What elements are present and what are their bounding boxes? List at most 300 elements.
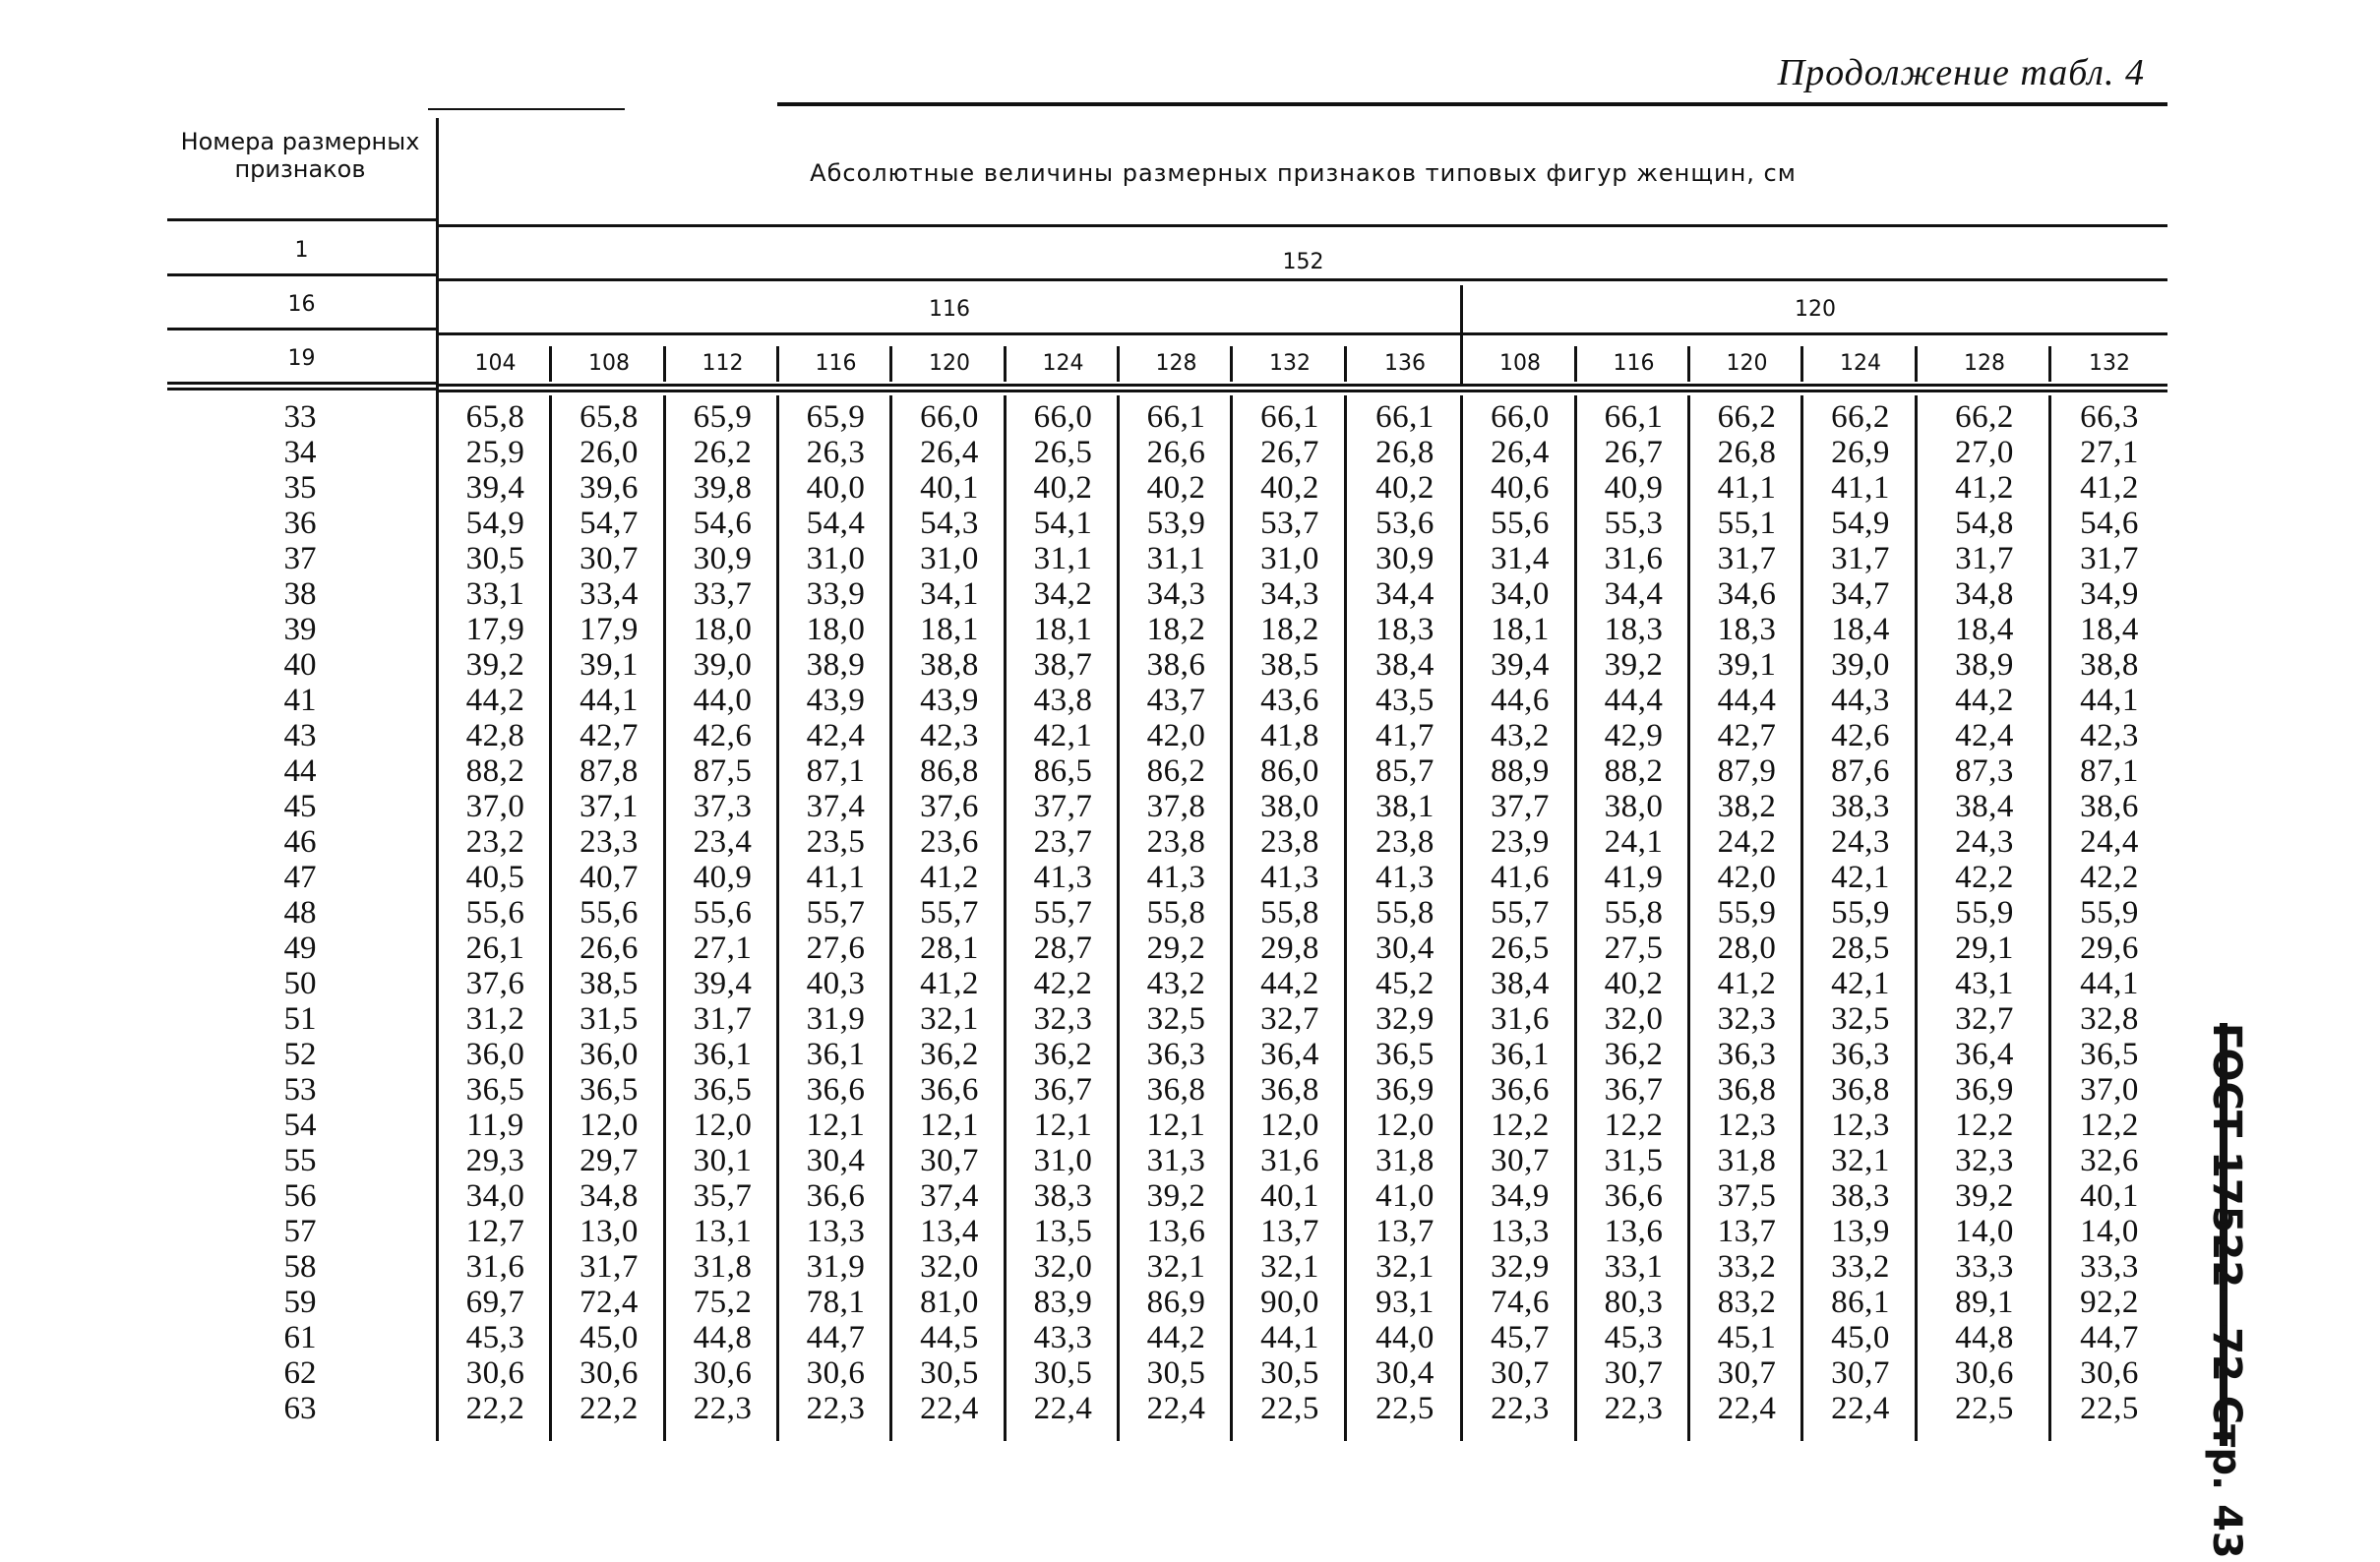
value-column-12 (1803, 395, 1918, 1445)
table-cell: 32,3 (1033, 1001, 1093, 1037)
table-cell: 55,8 (1260, 895, 1319, 931)
row-label: 63 (283, 1391, 317, 1426)
rule-main-4 (439, 384, 2167, 387)
table-cell: 43,9 (920, 683, 979, 718)
value-column-10 (1577, 395, 1690, 1445)
table-cell: 36,5 (693, 1072, 753, 1108)
column-header-8: 136 (1384, 351, 1426, 376)
table-cell: 55,8 (1146, 895, 1206, 931)
table-cell: 22,5 (1375, 1391, 1434, 1426)
table-cell: 55,7 (1491, 895, 1550, 931)
table-cell: 87,6 (1831, 753, 1890, 789)
table-cell: 12,0 (1375, 1108, 1434, 1143)
table-cell: 13,7 (1375, 1214, 1434, 1249)
table-cell: 40,6 (1491, 470, 1550, 506)
table-cell: 12,1 (1033, 1108, 1093, 1143)
table-cell: 12,3 (1831, 1108, 1890, 1143)
column-header-12: 124 (1840, 351, 1881, 376)
table-cell: 74,6 (1491, 1285, 1550, 1320)
column-header-divider (1800, 346, 1803, 382)
table-cell: 31,6 (1491, 1001, 1550, 1037)
table-cell: 36,6 (1604, 1178, 1664, 1214)
continuation-caption: Продолжение табл. 4 (1777, 52, 2145, 93)
table-cell: 42,1 (1831, 860, 1890, 895)
table-cell: 28,1 (920, 931, 979, 966)
table-cell: 36,0 (580, 1037, 639, 1072)
row-label: 36 (283, 506, 317, 541)
column-header-divider (1687, 346, 1690, 382)
table-cell: 90,0 (1260, 1285, 1319, 1320)
rule-main-2 (439, 278, 2167, 281)
left-row-19-label: 19 (287, 346, 316, 371)
table-cell: 40,9 (1604, 470, 1664, 506)
table-cell: 85,7 (1375, 753, 1434, 789)
table-cell: 31,4 (1491, 541, 1550, 576)
table-cell: 32,1 (1146, 1249, 1206, 1285)
table-cell: 28,5 (1831, 931, 1890, 966)
table-cell: 44,8 (693, 1320, 753, 1355)
table-cell: 38,4 (1955, 789, 2014, 824)
table-cell: 34,3 (1260, 576, 1319, 612)
table-cell: 32,0 (920, 1249, 979, 1285)
table-cell: 87,3 (1955, 753, 2014, 789)
table-cell: 18,1 (920, 612, 979, 647)
table-cell: 42,6 (1831, 718, 1890, 753)
table-cell: 22,5 (1955, 1391, 2014, 1426)
row-label: 55 (283, 1143, 317, 1178)
table-cell: 43,2 (1491, 718, 1550, 753)
table-cell: 32,1 (920, 1001, 979, 1037)
table-cell: 39,8 (693, 470, 753, 506)
table-cell: 32,7 (1260, 1001, 1319, 1037)
table-cell: 26,4 (920, 435, 979, 470)
row-label: 47 (283, 860, 317, 895)
table-cell: 28,0 (1717, 931, 1777, 966)
table-cell: 42,2 (1033, 966, 1093, 1001)
table-cell: 13,9 (1831, 1214, 1890, 1249)
table-cell: 40,2 (1260, 470, 1319, 506)
column-header-divider (1004, 346, 1007, 382)
table-cell: 31,7 (1955, 541, 2014, 576)
table-cell: 23,6 (920, 824, 979, 860)
table-cell: 30,6 (465, 1355, 525, 1391)
table-cell: 36,2 (1033, 1037, 1093, 1072)
table-cell: 18,3 (1375, 612, 1434, 647)
table-cell: 38,4 (1491, 966, 1550, 1001)
table-cell: 27,1 (2080, 435, 2139, 470)
table-cell: 22,4 (1146, 1391, 1206, 1426)
table-cell: 31,2 (465, 1001, 525, 1037)
table-cell: 22,3 (806, 1391, 866, 1426)
row-label: 43 (283, 718, 317, 753)
table-cell: 38,6 (1146, 647, 1206, 683)
value-column-0 (439, 395, 552, 1445)
column-header-1: 108 (588, 351, 630, 376)
table-cell: 43,9 (806, 683, 866, 718)
table-cell: 39,2 (1604, 647, 1664, 683)
table-cell: 55,1 (1717, 506, 1777, 541)
table-cell: 36,3 (1146, 1037, 1206, 1072)
table-cell: 43,2 (1146, 966, 1206, 1001)
table-cell: 34,9 (2080, 576, 2139, 612)
table-cell: 26,8 (1375, 435, 1434, 470)
table-cell: 41,1 (806, 860, 866, 895)
table-cell: 80,3 (1604, 1285, 1664, 1320)
table-cell: 13,0 (580, 1214, 639, 1249)
row-1-value: 152 (1282, 250, 1324, 274)
table-cell: 12,1 (806, 1108, 866, 1143)
table-cell: 43,6 (1260, 683, 1319, 718)
table-cell: 54,9 (1831, 506, 1890, 541)
table-cell: 66,1 (1604, 399, 1664, 435)
table-cell: 30,6 (806, 1355, 866, 1391)
table-cell: 44,2 (1260, 966, 1319, 1001)
table-cell: 14,0 (2080, 1214, 2139, 1249)
left-row-1-label: 1 (294, 238, 309, 263)
table-cell: 31,0 (1033, 1143, 1093, 1178)
table-cell: 41,6 (1491, 860, 1550, 895)
table-cell: 44,1 (1260, 1320, 1319, 1355)
table-cell: 83,9 (1033, 1285, 1093, 1320)
table-cell: 42,0 (1717, 860, 1777, 895)
table-cell: 88,2 (1604, 753, 1664, 789)
table-cell: 30,4 (1375, 931, 1434, 966)
table-cell: 30,6 (580, 1355, 639, 1391)
table-cell: 32,3 (1717, 1001, 1777, 1037)
table-cell: 38,9 (1955, 647, 2014, 683)
table-cell: 42,0 (1146, 718, 1206, 753)
column-header-7: 132 (1269, 351, 1311, 376)
column-header-9: 108 (1499, 351, 1541, 376)
table-cell: 42,7 (580, 718, 639, 753)
table-cell: 36,0 (465, 1037, 525, 1072)
table-cell: 18,4 (1831, 612, 1890, 647)
table-cell: 69,7 (465, 1285, 525, 1320)
table-cell: 86,9 (1146, 1285, 1206, 1320)
table-cell: 22,2 (465, 1391, 525, 1426)
table-cell: 66,2 (1717, 399, 1777, 435)
table-cell: 87,5 (693, 753, 753, 789)
table-cell: 26,4 (1491, 435, 1550, 470)
table-cell: 26,5 (1033, 435, 1093, 470)
table-cell: 11,9 (466, 1108, 524, 1143)
table-cell: 55,6 (693, 895, 753, 931)
table-cell: 41,2 (1955, 470, 2014, 506)
table-cell: 42,1 (1033, 718, 1093, 753)
table-cell: 22,5 (2080, 1391, 2139, 1426)
table-cell: 45,0 (1831, 1320, 1890, 1355)
table-cell: 31,6 (465, 1249, 525, 1285)
table-cell: 39,1 (1717, 647, 1777, 683)
table-cell: 31,9 (806, 1001, 866, 1037)
table-cell: 42,4 (806, 718, 866, 753)
table-cell: 44,0 (693, 683, 753, 718)
table-cell: 42,4 (1955, 718, 2014, 753)
row-label: 59 (283, 1285, 317, 1320)
table-cell: 31,1 (1146, 541, 1206, 576)
table-cell: 55,7 (1033, 895, 1093, 931)
rule-main-3 (439, 332, 2167, 335)
table-cell: 34,1 (920, 576, 979, 612)
table-cell: 93,1 (1375, 1285, 1434, 1320)
table-cell: 36,8 (1831, 1072, 1890, 1108)
table-cell: 42,2 (1955, 860, 2014, 895)
table-cell: 36,2 (920, 1037, 979, 1072)
table-cell: 30,7 (920, 1143, 979, 1178)
row-label: 41 (283, 683, 317, 718)
rule-left-1 (167, 218, 436, 221)
table-cell: 41,3 (1375, 860, 1434, 895)
table-cell: 37,6 (920, 789, 979, 824)
table-cell: 26,6 (1146, 435, 1206, 470)
table-cell: 29,8 (1260, 931, 1319, 966)
table-cell: 22,3 (1604, 1391, 1664, 1426)
table-cell: 41,3 (1033, 860, 1093, 895)
table-cell: 42,8 (465, 718, 525, 753)
table-cell: 12,2 (1491, 1108, 1550, 1143)
table-cell: 23,3 (580, 824, 639, 860)
row-label: 34 (283, 435, 317, 470)
table-cell: 38,3 (1033, 1178, 1093, 1214)
table-cell: 30,5 (920, 1355, 979, 1391)
table-cell: 43,8 (1033, 683, 1093, 718)
row-label: 37 (283, 541, 317, 576)
table-cell: 34,3 (1146, 576, 1206, 612)
value-column-8 (1347, 395, 1463, 1445)
table-cell: 44,4 (1604, 683, 1664, 718)
table-cell: 55,9 (1955, 895, 2014, 931)
table-cell: 44,4 (1717, 683, 1777, 718)
table-cell: 40,2 (1604, 966, 1664, 1001)
table-cell: 32,3 (1955, 1143, 2014, 1178)
table-cell: 36,4 (1260, 1037, 1319, 1072)
value-column-14 (2051, 395, 2167, 1445)
table-cell: 12,1 (920, 1108, 979, 1143)
table-cell: 41,0 (1375, 1178, 1434, 1214)
column-header-10: 116 (1613, 351, 1655, 376)
column-header-14: 132 (2089, 351, 2130, 376)
table-cell: 38,9 (806, 647, 866, 683)
table-cell: 44,0 (1375, 1320, 1434, 1355)
table-cell: 31,3 (1146, 1143, 1206, 1178)
table-cell: 38,0 (1604, 789, 1664, 824)
table-cell: 18,3 (1604, 612, 1664, 647)
table-cell: 88,2 (465, 753, 525, 789)
table-cell: 38,2 (1717, 789, 1777, 824)
table-cell: 40,2 (1375, 470, 1434, 506)
rule-main-5 (439, 390, 2167, 392)
table-cell: 12,0 (1260, 1108, 1319, 1143)
table-cell: 33,3 (2080, 1249, 2139, 1285)
table-cell: 66,0 (1033, 399, 1093, 435)
table-cell: 33,2 (1831, 1249, 1890, 1285)
table-cell: 44,3 (1831, 683, 1890, 718)
table-cell: 37,5 (1717, 1178, 1777, 1214)
table-cell: 42,3 (2080, 718, 2139, 753)
table-cell: 38,3 (1831, 789, 1890, 824)
table-cell: 36,6 (920, 1072, 979, 1108)
table-cell: 53,9 (1146, 506, 1206, 541)
table-cell: 31,0 (806, 541, 866, 576)
table-cell: 36,8 (1146, 1072, 1206, 1108)
table-cell: 37,8 (1146, 789, 1206, 824)
table-cell: 26,9 (1831, 435, 1890, 470)
table-cell: 45,3 (465, 1320, 525, 1355)
table-cell: 55,7 (806, 895, 866, 931)
table-cell: 44,7 (806, 1320, 866, 1355)
table-cell: 41,2 (1717, 966, 1777, 1001)
table-cell: 44,6 (1491, 683, 1550, 718)
table-cell: 33,2 (1717, 1249, 1777, 1285)
table-cell: 41,8 (1260, 718, 1319, 753)
row-label: 48 (283, 895, 317, 931)
table-cell: 36,9 (1375, 1072, 1434, 1108)
row-label: 50 (283, 966, 317, 1001)
table-cell: 37,0 (465, 789, 525, 824)
table-cell: 92,2 (2080, 1285, 2139, 1320)
table-cell: 38,0 (1260, 789, 1319, 824)
row-label: 54 (283, 1108, 317, 1143)
table-cell: 27,1 (693, 931, 753, 966)
table-cell: 41,7 (1375, 718, 1434, 753)
table-cell: 22,4 (1717, 1391, 1777, 1426)
table-cell: 26,7 (1260, 435, 1319, 470)
table-cell: 53,6 (1375, 506, 1434, 541)
table-cell: 22,4 (1831, 1391, 1890, 1426)
table-cell: 27,6 (806, 931, 866, 966)
column-header-divider (1460, 346, 1463, 382)
table-cell: 40,1 (2080, 1178, 2139, 1214)
table-cell: 32,7 (1955, 1001, 2014, 1037)
table-cell: 30,1 (693, 1143, 753, 1178)
table-cell: 37,4 (806, 789, 866, 824)
table-cell: 42,1 (1831, 966, 1890, 1001)
table-cell: 44,1 (580, 683, 639, 718)
value-column-2 (666, 395, 779, 1445)
table-cell: 30,5 (465, 541, 525, 576)
table-cell: 32,8 (2080, 1001, 2139, 1037)
table-cell: 40,5 (465, 860, 525, 895)
table-cell: 30,7 (580, 541, 639, 576)
table-cell: 39,0 (1831, 647, 1890, 683)
table-cell: 54,4 (806, 506, 866, 541)
table-cell: 31,9 (806, 1249, 866, 1285)
table-cell: 31,8 (1717, 1143, 1777, 1178)
table-cell: 30,5 (1033, 1355, 1093, 1391)
table-cell: 30,9 (1375, 541, 1434, 576)
column-header-divider (776, 346, 779, 382)
table-cell: 26,1 (465, 931, 525, 966)
table-cell: 17,9 (580, 612, 639, 647)
table-cell: 38,5 (580, 966, 639, 1001)
column-header-divider (1344, 346, 1347, 382)
left-header-title: Номера размерных признаков (180, 128, 420, 183)
rule-left-5 (167, 388, 436, 390)
table-cell: 38,4 (1375, 647, 1434, 683)
table-cell: 45,0 (580, 1320, 639, 1355)
rule-left-2 (167, 273, 436, 276)
value-column-7 (1233, 395, 1347, 1445)
table-cell: 18,2 (1260, 612, 1319, 647)
table-cell: 45,7 (1491, 1320, 1550, 1355)
table-cell: 88,9 (1491, 753, 1550, 789)
table-cell: 13,6 (1604, 1214, 1664, 1249)
row-label: 52 (283, 1037, 317, 1072)
table-cell: 40,7 (580, 860, 639, 895)
table-cell: 30,5 (1260, 1355, 1319, 1391)
table-cell: 12,0 (693, 1108, 753, 1143)
table-cell: 13,6 (1146, 1214, 1206, 1249)
table-cell: 39,4 (465, 470, 525, 506)
table-cell: 28,7 (1033, 931, 1093, 966)
table-cell: 30,7 (1491, 1143, 1550, 1178)
table-cell: 30,4 (1375, 1355, 1434, 1391)
table-cell: 13,7 (1260, 1214, 1319, 1249)
table-cell: 29,1 (1955, 931, 2014, 966)
table-cell: 36,7 (1033, 1072, 1093, 1108)
table-cell: 36,1 (1491, 1037, 1550, 1072)
row-label: 57 (283, 1214, 317, 1249)
row-label: 33 (283, 399, 317, 435)
row-label: 51 (283, 1001, 317, 1037)
table-cell: 36,9 (1955, 1072, 2014, 1108)
table-cell: 81,0 (920, 1285, 979, 1320)
table-cell: 33,3 (1955, 1249, 2014, 1285)
table-cell: 43,5 (1375, 683, 1434, 718)
table-cell: 66,0 (920, 399, 979, 435)
table-cell: 37,6 (465, 966, 525, 1001)
rule-left-4 (167, 382, 436, 385)
row-label: 62 (283, 1355, 317, 1391)
table-cell: 31,5 (580, 1001, 639, 1037)
column-header-divider (1230, 346, 1233, 382)
side-stamp: ГОСТ 17522—72 Стр. 43 (2204, 1023, 2249, 1559)
table-cell: 38,1 (1375, 789, 1434, 824)
table-cell: 29,2 (1146, 931, 1206, 966)
table-cell: 22,3 (693, 1391, 753, 1426)
table-cell: 27,5 (1604, 931, 1664, 966)
table-cell: 13,1 (693, 1214, 753, 1249)
table-cell: 34,7 (1831, 576, 1890, 612)
table-cell: 23,4 (693, 824, 753, 860)
table-cell: 22,3 (1491, 1391, 1550, 1426)
table-cell: 30,7 (1604, 1355, 1664, 1391)
table-cell: 26,7 (1604, 435, 1664, 470)
table-cell: 86,2 (1146, 753, 1206, 789)
column-header-divider (1117, 346, 1120, 382)
table-cell: 54,6 (2080, 506, 2139, 541)
table-cell: 36,7 (1604, 1072, 1664, 1108)
table-cell: 44,2 (1955, 683, 2014, 718)
table-cell: 26,6 (580, 931, 639, 966)
column-header-divider (1574, 346, 1577, 382)
table-cell: 18,3 (1717, 612, 1777, 647)
table-cell: 39,4 (693, 966, 753, 1001)
table-cell: 26,5 (1491, 931, 1550, 966)
table-cell: 54,8 (1955, 506, 2014, 541)
value-column-1 (552, 395, 666, 1445)
main-header-title: Абсолютные величины размерных признаков типовых фигур женщин, см (810, 159, 1797, 187)
table-cell: 66,2 (1955, 399, 2014, 435)
table-cell: 38,8 (2080, 647, 2139, 683)
table-cell: 31,7 (580, 1249, 639, 1285)
table-cell: 83,2 (1717, 1285, 1777, 1320)
table-cell: 55,9 (1717, 895, 1777, 931)
table-cell: 22,2 (580, 1391, 639, 1426)
column-header-divider (663, 346, 666, 382)
value-column-4 (892, 395, 1007, 1445)
table-cell: 53,7 (1260, 506, 1319, 541)
